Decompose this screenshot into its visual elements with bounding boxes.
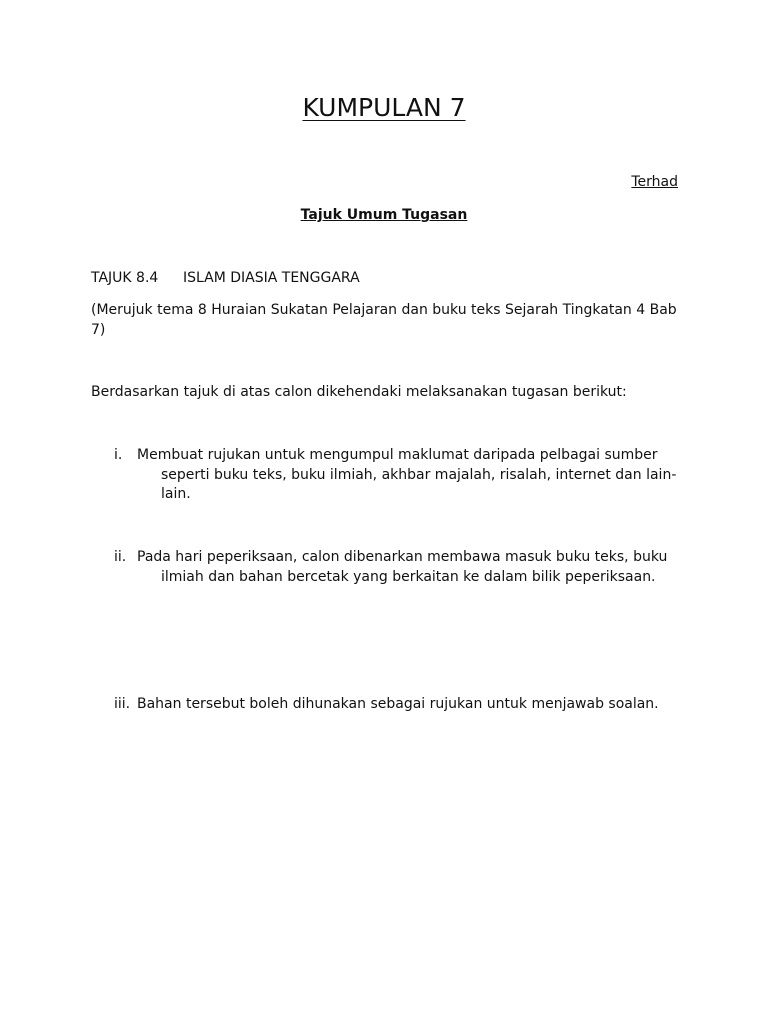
task-item-line: seperti buku teks, buku ilmiah, akhbar majalah, risalah, internet dan lain- <box>161 466 677 483</box>
topic-name: ISLAM DIASIA TENGGARA <box>183 270 360 286</box>
task-item <box>114 695 680 715</box>
task-item <box>114 548 680 587</box>
document-title <box>0 90 768 126</box>
document-title-text: KUMPULAN 7 <box>302 93 466 122</box>
assignment-heading: Tajuk Umum Tugasan <box>300 207 468 223</box>
classification-label: Terhad <box>631 174 678 190</box>
task-item-line: Membuat rujukan untuk mengumpul maklumat daripada pelbagai sumber <box>137 447 658 463</box>
task-item-line: ilmiah dan bahan bercetak yang berkaitan ke dalam bilik peperiksaan. <box>161 568 656 585</box>
instruction-paragraph: Berdasarkan tajuk di atas calon dikehendaki melaksanakan tugasan berikut: <box>91 384 627 400</box>
task-item-line: lain. <box>161 486 191 502</box>
task-item-marker: i. <box>114 447 123 463</box>
topic-code: TAJUK 8.4 <box>91 270 159 286</box>
task-item <box>114 446 680 505</box>
task-item-line: Bahan tersebut boleh dihunakan sebagai rujukan untuk menjawab soalan. <box>137 696 659 712</box>
task-item-marker: ii. <box>114 549 127 565</box>
task-item-line: Pada hari peperiksaan, calon dibenarkan membawa masuk buku teks, buku <box>137 549 668 565</box>
reference-note: (Merujuk tema 8 Huraian Sukatan Pelajaran dan buku teks Sejarah Tingkatan 4 Bab 7) <box>91 302 677 338</box>
topic-line <box>91 269 360 287</box>
task-item-marker: iii. <box>114 696 131 712</box>
